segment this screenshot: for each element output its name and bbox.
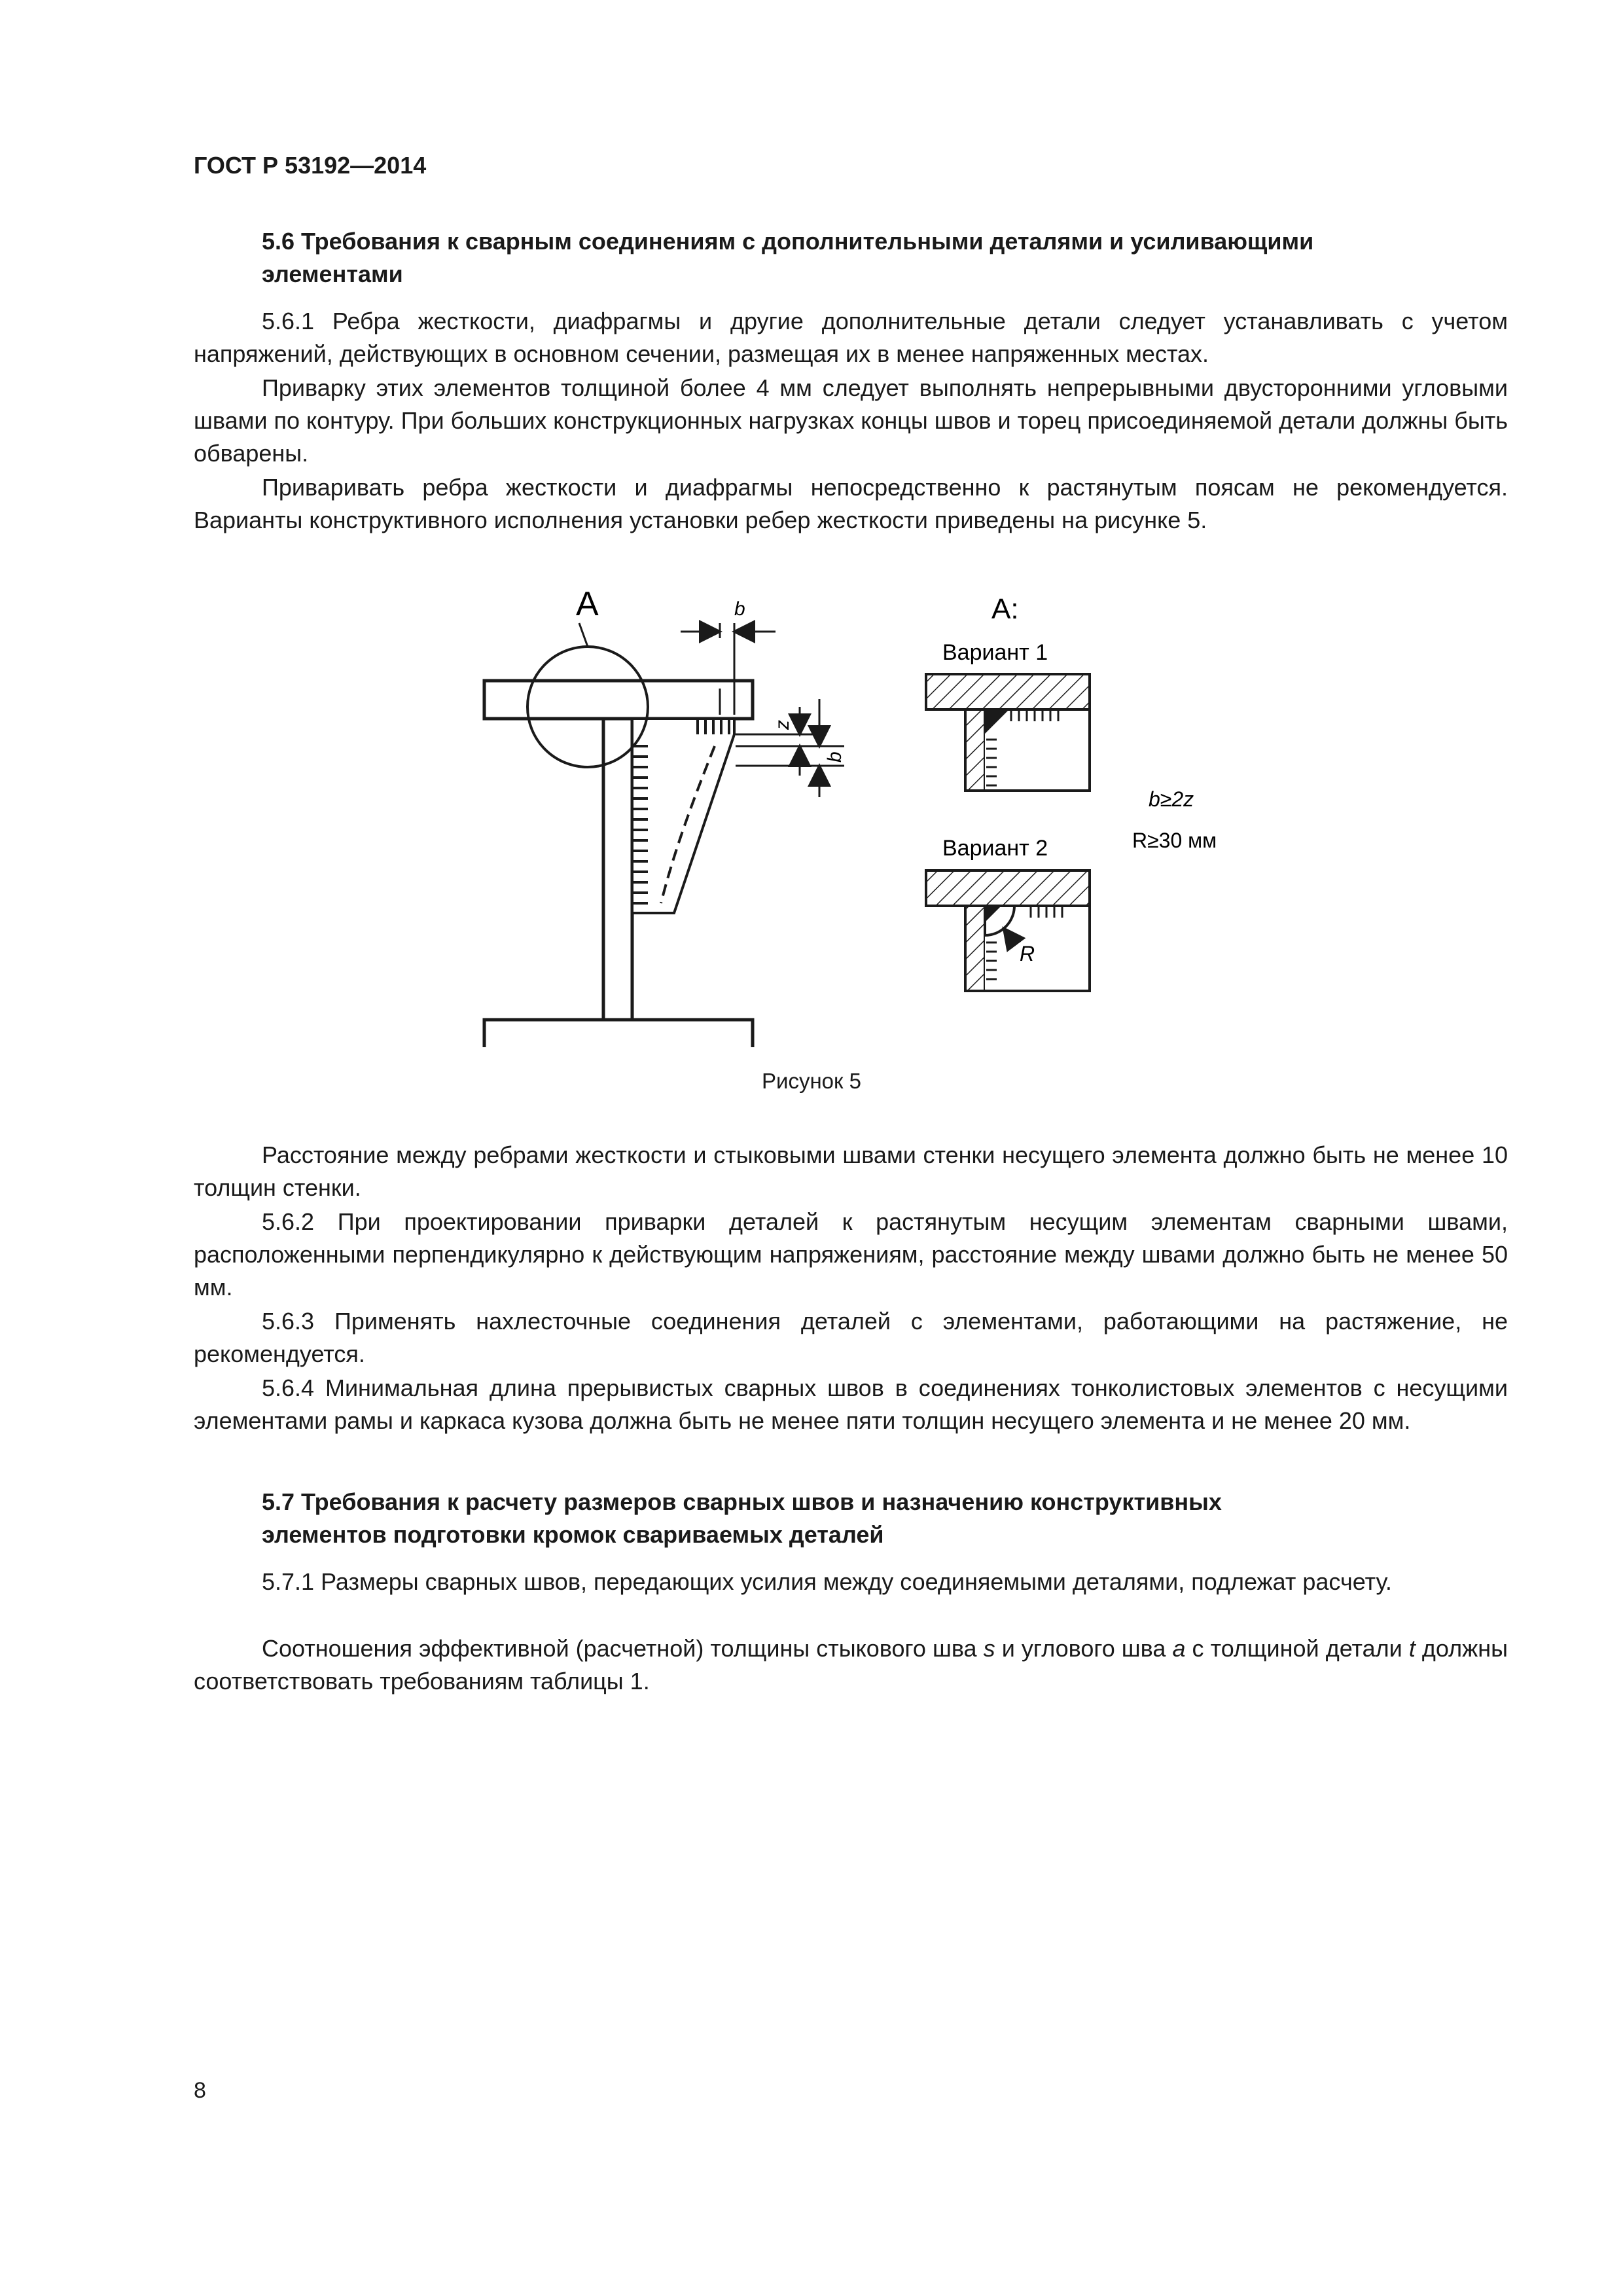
paragraph-5-6-2: 5.6.2 При проектировании приварки деталей к растянутым несущим элементам сварными швами, расположенными перпендикулярно к действующим напряжениям, расстояние между швами должно быть не менее 50 мм.	[194, 1208, 1508, 1300]
bottom-flange	[484, 1020, 753, 1047]
paragraph-5-6-1-welding: Приварку этих элементов толщиной более 4 мм следует выполнять непрерывными двусторонними угловыми швами по контуру. При больших конструкционных нагрузках концы швов и торец присоединяемой детали должны быть обварены.	[194, 374, 1508, 467]
condition-b: b≥2z	[1149, 787, 1194, 811]
condition-r: R≥30 мм	[1132, 829, 1217, 852]
variant-1-rib	[985, 709, 1090, 791]
section-5-6-title-line1: 5.6 Требования к сварным соединениям с дополнительными деталями и усиливающими	[262, 228, 1314, 255]
paragraph-5-7-1-ratio	[194, 1632, 1508, 1698]
top-flange	[484, 681, 753, 719]
var-t: t	[1408, 1635, 1416, 1662]
dim-z-label: z	[772, 720, 793, 730]
ratio-text-3: с толщиной детали	[1185, 1635, 1409, 1662]
document-header-code: ГОСТ Р 53192—2014	[194, 152, 427, 179]
var-a: a	[1172, 1635, 1186, 1662]
variant-2-web	[965, 906, 985, 991]
paragraph-5-6-1-tension: Приваривать ребра жесткости и диафрагмы непосредственно к растянутым поясам не рекомендуется. Варианты конструктивного исполнения установки ребер жесткости приведены на рисунке 5.	[194, 474, 1508, 533]
paragraph-5-6-3: 5.6.3 Применять нахлесточные соединения деталей с элементами, работающими на растяжение, не рекомендуется.	[194, 1308, 1508, 1367]
section-5-7-title	[262, 1486, 1505, 1551]
variant-2-flange	[926, 870, 1090, 906]
ratio-text-4: должны соответствовать требованиям таблицы 1.	[194, 1635, 1508, 1695]
dim-b-top-label: b	[734, 598, 745, 620]
detail-a-view-label: A:	[991, 593, 1019, 625]
detail-a-view	[926, 593, 1217, 991]
figure-5-caption: Рисунок 5	[762, 1069, 861, 1093]
paragraph-5-6-1: 5.6.1 Ребра жесткости, диафрагмы и другие дополнительные детали следует устанавливать с учетом напряжений, действующих в основном сечении, размещая их в менее напряженных местах.	[194, 308, 1508, 367]
section-5-7-title-line2: элементов подготовки кромок свариваемых деталей	[262, 1521, 884, 1548]
variant-2-label: Вариант 2	[942, 836, 1048, 861]
section-5-6-title	[262, 225, 1505, 291]
paragraph-rib-distance: Расстояние между ребрами жесткости и стыковыми швами стенки несущего элемента должно быть не менее 10 толщин стенки.	[194, 1141, 1508, 1201]
variant-1-flange	[926, 674, 1090, 709]
ratio-text-1: Соотношения эффективной (расчетной) толщины стыкового шва	[262, 1635, 984, 1662]
variant-1-label: Вариант 1	[942, 640, 1048, 665]
dim-b-side-label: b	[824, 751, 846, 762]
stiffener-rib	[632, 719, 734, 913]
var-s: s	[983, 1635, 995, 1662]
figure-5	[458, 550, 1243, 1047]
detail-a-leader	[579, 623, 588, 647]
paragraph-5-7-1: 5.7.1 Размеры сварных швов, передающих усилия между соединяемыми деталями, подлежат расчету.	[262, 1568, 1392, 1595]
variant-1-web	[965, 709, 985, 791]
i-beam-drawing	[484, 585, 846, 1047]
section-5-6-title-line2: элементами	[262, 260, 403, 287]
section-5-7-title-line1: 5.7 Требования к расчету размеров сварных швов и назначению конструктивных	[262, 1488, 1222, 1515]
paragraph-5-6-4: 5.6.4 Минимальная длина прерывистых сварных швов в соединениях тонколистовых элементов с несущими элементами рамы и каркаса кузова должна быть не менее пяти толщин несущего элемента и не менее 20 мм.	[194, 1374, 1508, 1434]
ratio-text-2: и углового шва	[995, 1635, 1173, 1662]
detail-a-label: A	[576, 585, 599, 623]
page-number: 8	[194, 2078, 206, 2103]
label-r: R	[1020, 942, 1035, 965]
